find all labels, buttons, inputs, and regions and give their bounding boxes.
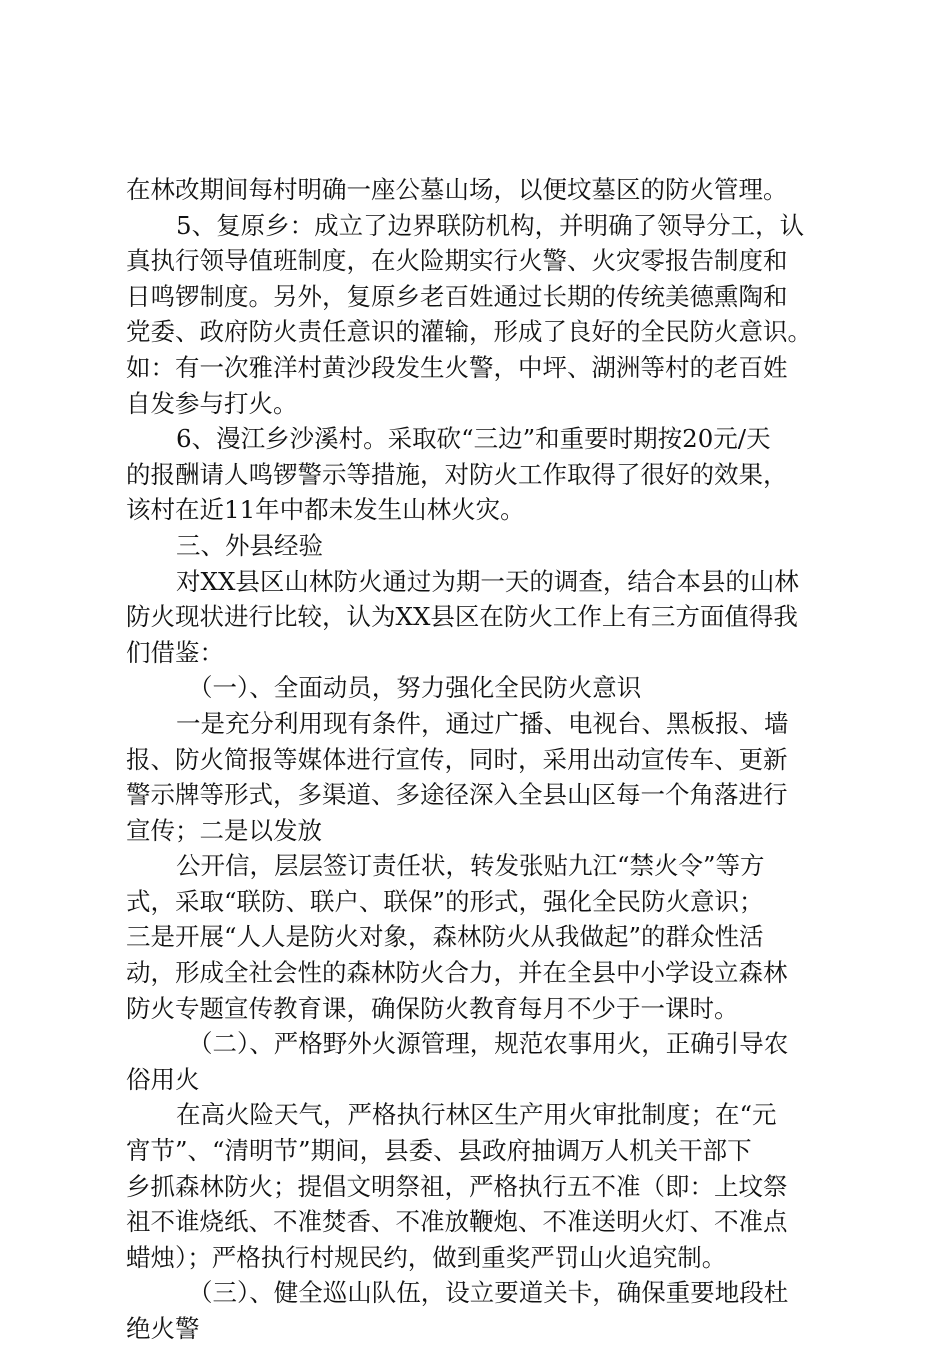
text-line: 报、防火简报等媒体进行宣传，同时，采用出动宣传车、更新 — [126, 744, 788, 774]
text-line: 5、复原乡：成立了边界联防机构，并明确了领导分工，认 — [176, 210, 805, 240]
text-line: 如：有一次雅洋村黄沙段发生火警，中坪、湖洲等村的老百姓 — [126, 352, 788, 382]
text-line: 自发参与打火。 — [126, 388, 298, 418]
section-heading: 三、外县经验 — [176, 530, 323, 560]
text-line: 俗用火 — [126, 1064, 200, 1094]
subsection-heading: （一）、全面动员，努力强化全民防火意识 — [188, 673, 642, 703]
text-line: 日鸣锣制度。另外，复原乡老百姓通过长期的传统美德熏陶和 — [126, 281, 788, 311]
text-line: 宣传；二是以发放 — [126, 815, 322, 845]
text-line: 一是充分利用现有条件，通过广播、电视台、黑板报、墙 — [176, 708, 789, 738]
text-line: 蜡烛）；严格执行村规民约，做到重奖严罚山火追究制。 — [126, 1242, 727, 1272]
subsection-heading: （三）、健全巡山队伍，设立要道关卡，确保重要地段杜 — [188, 1278, 789, 1308]
text-line: 真执行领导值班制度，在火险期实行火警、火灾零报告制度和 — [126, 246, 788, 276]
text-line: 式，采取“联防、联户、联保”的形式，强化全民防火意识； — [126, 886, 764, 916]
document-body — [126, 172, 846, 1347]
text-line: 绝火警 — [126, 1314, 200, 1343]
text-line: 祖不谁烧纸、不准焚香、不准放鞭炮、不准送明火灯、不准点 — [126, 1207, 788, 1237]
text-line: 防火现状进行比较，认为XX县区在防火工作上有三方面值得我 — [126, 602, 798, 632]
text-line: 6、漫江乡沙溪村。采取砍“三边”和重要时期按20元/天 — [176, 424, 771, 454]
text-line: 的报酬请人鸣锣警示等措施，对防火工作取得了很好的效果， — [126, 459, 788, 489]
text-line: 乡抓森林防火；提倡文明祭祖，严格执行五不准（即：上坟祭 — [126, 1171, 788, 1201]
text-line: 在高火险天气，严格执行林区生产用火审批制度；在“元 — [176, 1100, 777, 1130]
text-line: 们借鉴： — [126, 637, 224, 667]
text-line: 公开信，层层签订责任状，转发张贴九江“禁火令”等方 — [176, 851, 765, 881]
subsection-heading: （二）、严格野外火源管理，规范农事用火，正确引导农 — [188, 1029, 789, 1059]
text-line: 对XX县区山林防火通过为期一天的调查，结合本县的山林 — [176, 566, 799, 596]
text-line: 警示牌等形式，多渠道、多途径深入全县山区每一个角落进行 — [126, 780, 788, 810]
text-line: 宵节”、“清明节”期间，县委、县政府抽调万人机关干部下 — [126, 1136, 752, 1166]
text-line: 防火专题宣传教育课，确保防火教育每月不少于一课时。 — [126, 993, 739, 1023]
text-line: 该村在近11年中都未发生山林火灾。 — [126, 495, 525, 525]
text-line: 动，形成全社会性的森林防火合力，并在全县中小学设立森林 — [126, 958, 788, 988]
text-line: 党委、政府防火责任意识的灌输，形成了良好的全民防火意识。 — [126, 317, 812, 347]
text-line: 三是开展“人人是防火对象，森林防火从我做起”的群众性活 — [126, 922, 764, 952]
text-line: 在林改期间每村明确一座公墓山场，以便坟墓区的防火管理。 — [126, 175, 788, 204]
